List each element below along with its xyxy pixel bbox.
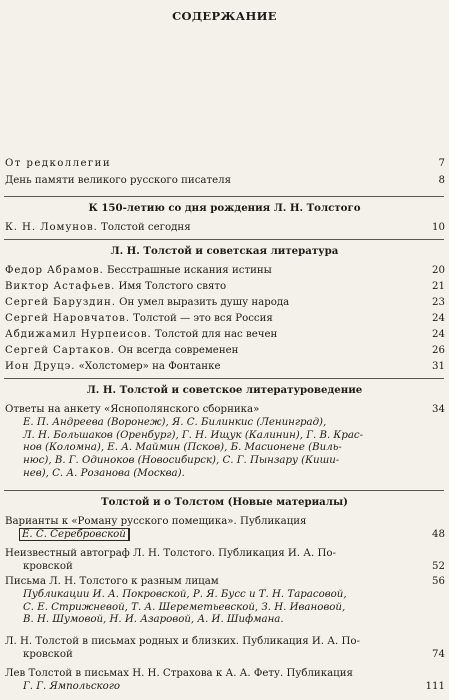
section-divider [4,490,444,491]
page-number: 111 [425,680,445,692]
entry-publisher: кровской [23,648,73,660]
entry-title: Толстой сегодня [101,222,191,233]
page-number: 34 [432,404,445,415]
page-number: 21 [432,281,445,292]
entry-publisher: Г. Г. Ямпольского [23,680,121,692]
page-number: 24 [432,329,445,340]
toc-entry [5,329,445,342]
contributor-line: С. Е. Стрижневой, Т. А. Шереметьевской, З. Н. Ивановой, [23,601,346,613]
toc-entry [5,281,445,294]
toc-entry [5,175,445,188]
entry-author: Ион Друцэ. [5,361,76,372]
entry-title: Письма Л. Н. Толстого к разным лицам [5,576,219,587]
page-number: 74 [432,648,445,660]
entry-author: К. Н. Ломунов. [5,222,98,233]
page-number: 26 [432,345,445,356]
section-heading: Л. Н. Толстой и советская литература [110,245,339,257]
entry-title: От редколлегии [5,158,112,169]
entry-title: Ответы на анкету «Яснополянского сборника» [5,404,260,415]
page-number: 8 [438,175,445,186]
entry-author: Сергей Сартаков. [5,345,115,356]
toc-entry [5,668,445,694]
entry-title: Он умел выразить душу народа [119,297,290,308]
entry-author: Федор Абрамов. [5,265,104,276]
toc-entry [5,404,445,481]
entry-title: «Холстомер» на Фонтанке [78,361,221,372]
page-number: 23 [432,297,445,308]
page-number: 7 [438,158,445,169]
entry-author: Сергей Баруздин. [5,297,116,308]
page-number: 20 [432,265,445,276]
entry-title: Толстой — это вся Россия [133,313,273,324]
section-heading: К 150-летию со дня рождения Л. Н. Толстого [88,202,361,214]
page-number: 31 [432,361,445,372]
entry-title: Лев Толстой в письмах Н. Н. Страхова к А. А. Фету. Публикация [5,668,353,679]
toc-entry [5,516,445,542]
entry-title: Он всегда современен [117,345,239,356]
contributor-line: нюс), В. Г. Одиноков (Новосибирск), С. Г. Пынзару (Киши- [23,455,340,467]
toc-entry [5,265,445,278]
page-number: 52 [432,560,445,572]
toc-entry [5,297,445,310]
entry-title: Имя Толстого свято [118,281,227,292]
toc-entry [5,636,445,662]
contributor-line: нев), С. А. Розанова (Москва). [23,467,185,479]
section-divider [4,239,444,240]
contributor-line: Л. Н. Большаков (Оренбург), Г. Н. Ищук (Калинин), Г. В. Крас- [23,429,364,441]
entry-author: Виктор Астафьев. [5,281,116,292]
entry-author: Сергей Наровчатов. [5,313,130,324]
section-divider [4,196,444,197]
contributor-line: В. Н. Шумовой, Н. И. Азаровой, А. И. Шифмана. [23,614,284,626]
contributor-line: Е. П. Андреева (Воронеж), Я. С. Билинкис (Ленинград), [23,416,327,428]
entry-title: Варианты к «Роману русского помещика». Публикация [5,516,307,527]
toc-entry [5,548,445,574]
entry-publisher: Е. С. Серебровской [19,528,130,541]
contributor-line: Публикации И. А. Покровской, Р. Я. Бусс и Т. Н. Тарасовой, [23,588,347,600]
section-divider [4,378,444,379]
toc-entry [5,158,445,171]
page-number: 56 [432,576,445,587]
entry-title: Неизвестный автограф Л. Н. Толстого. Публикация И. А. По- [5,548,336,559]
toc-entry [5,222,445,235]
page-number: 24 [432,313,445,324]
toc-entry [5,345,445,358]
entry-title: День памяти великого русского писателя [5,175,232,186]
page-title: СОДЕРЖАНИЕ [172,9,277,23]
page-number: 10 [432,222,445,233]
page-number: 48 [432,528,445,540]
contributor-line: нов (Коломна), Е. А. Маймин (Псков), Б. Масионене (Виль- [23,442,342,454]
entry-title: Л. Н. Толстой в письмах родных и близких. Публикация И. А. По- [5,636,360,647]
section-heading: Л. Н. Толстой и советское литературоведение [86,384,363,396]
toc-entry [5,361,445,374]
section-heading: Толстой и о Толстом (Новые материалы) [101,496,348,508]
toc-entry [5,313,445,326]
toc-entry [5,576,445,627]
entry-title: Бесстрашные искания истины [106,265,272,276]
entry-publisher: кровской [23,560,73,572]
entry-title: Толстой для нас вечен [154,329,278,340]
entry-author: Абдижамил Нурпеисов. [5,329,152,340]
